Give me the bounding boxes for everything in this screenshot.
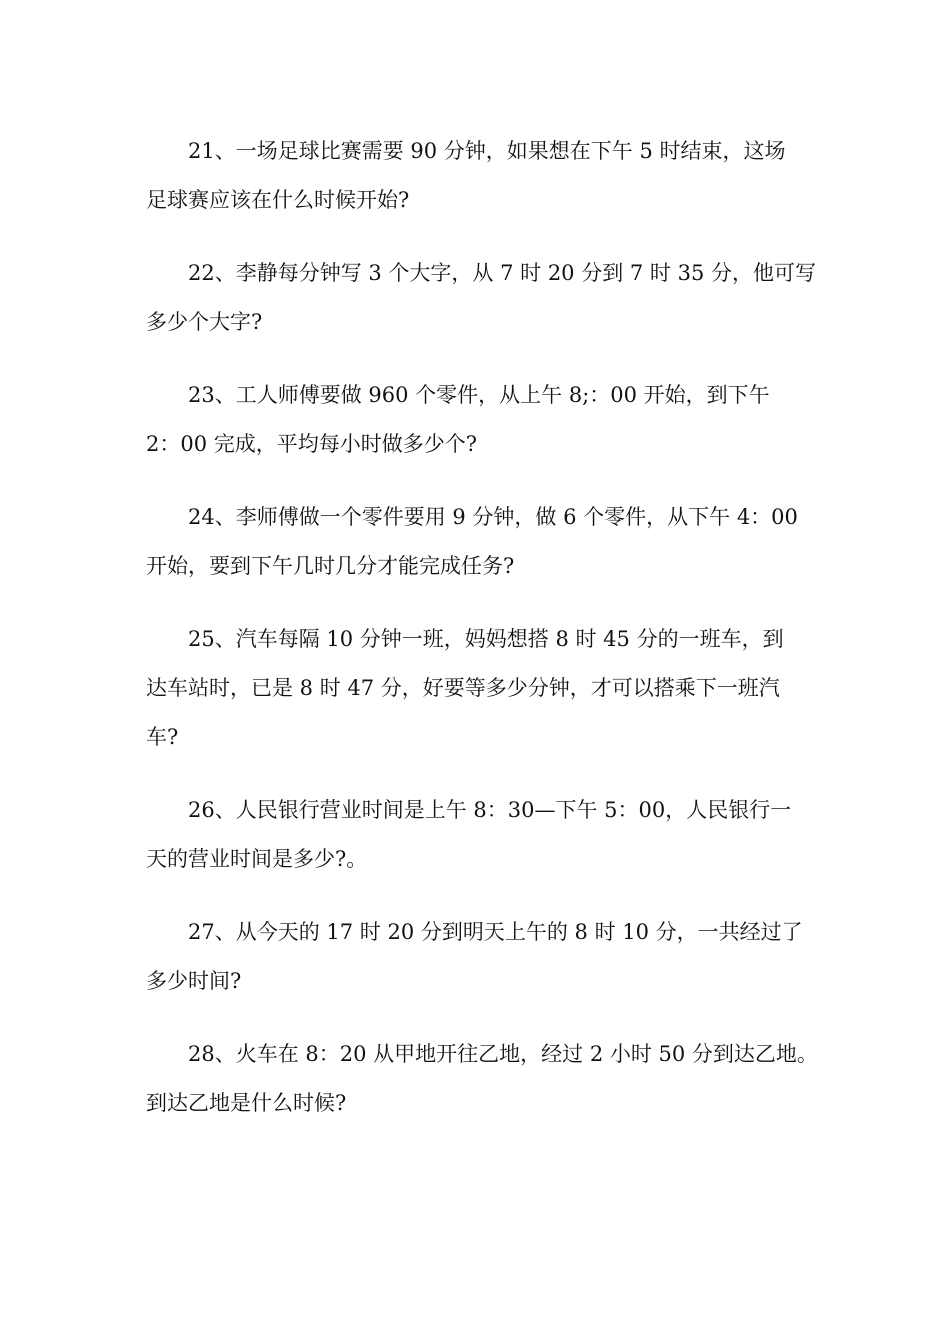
question-22-line-2: 多少个大字?	[146, 310, 263, 334]
question-22	[146, 249, 816, 347]
question-23	[146, 371, 811, 469]
question-21-line-1: 21、一场足球比赛需要 90 分钟，如果想在下午 5 时结束，这场	[188, 139, 786, 163]
question-23-line-1: 23、工人师傅要做 960 个零件，从上午 8;：00 开始，到下午	[188, 383, 770, 407]
question-25-line-2: 达车站时，已是 8 时 47 分，好要等多少分钟，才可以搭乘下一班汽	[146, 676, 780, 700]
question-24-line-1: 24、李师傅做一个零件要用 9 分钟，做 6 个零件，从下午 4：00	[188, 505, 798, 529]
question-23-line-2: 2：00 完成，平均每小时做多少个?	[146, 432, 478, 456]
question-25-line-3: 车?	[146, 725, 179, 749]
question-27-line-2: 多少时间?	[146, 969, 242, 993]
question-26-line-2: 天的营业时间是多少?。	[146, 847, 368, 871]
question-24-line-2: 开始，要到下午几时几分才能完成任务?	[146, 554, 515, 578]
question-28-line-2: 到达乙地是什么时候?	[146, 1091, 347, 1115]
question-25	[146, 615, 811, 762]
question-28	[146, 1030, 818, 1128]
question-24	[146, 493, 811, 591]
question-27	[146, 908, 811, 1006]
question-26	[146, 786, 811, 884]
question-22-line-1: 22、李静每分钟写 3 个大字，从 7 时 20 分到 7 时 35 分，他可写	[188, 261, 816, 285]
question-27-line-1: 27、从今天的 17 时 20 分到明天上午的 8 时 10 分，一共经过了	[188, 920, 803, 944]
question-26-line-1: 26、人民银行营业时间是上午 8：30—下午 5：00，人民银行一	[188, 798, 792, 822]
question-21	[146, 127, 811, 225]
question-25-line-1: 25、汽车每隔 10 分钟一班，妈妈想搭 8 时 45 分的一班车，到	[188, 627, 784, 651]
question-21-line-2: 足球赛应该在什么时候开始?	[146, 188, 410, 212]
question-28-line-1: 28、火车在 8：20 从甲地开往乙地，经过 2 小时 50 分到达乙地。	[188, 1042, 818, 1066]
